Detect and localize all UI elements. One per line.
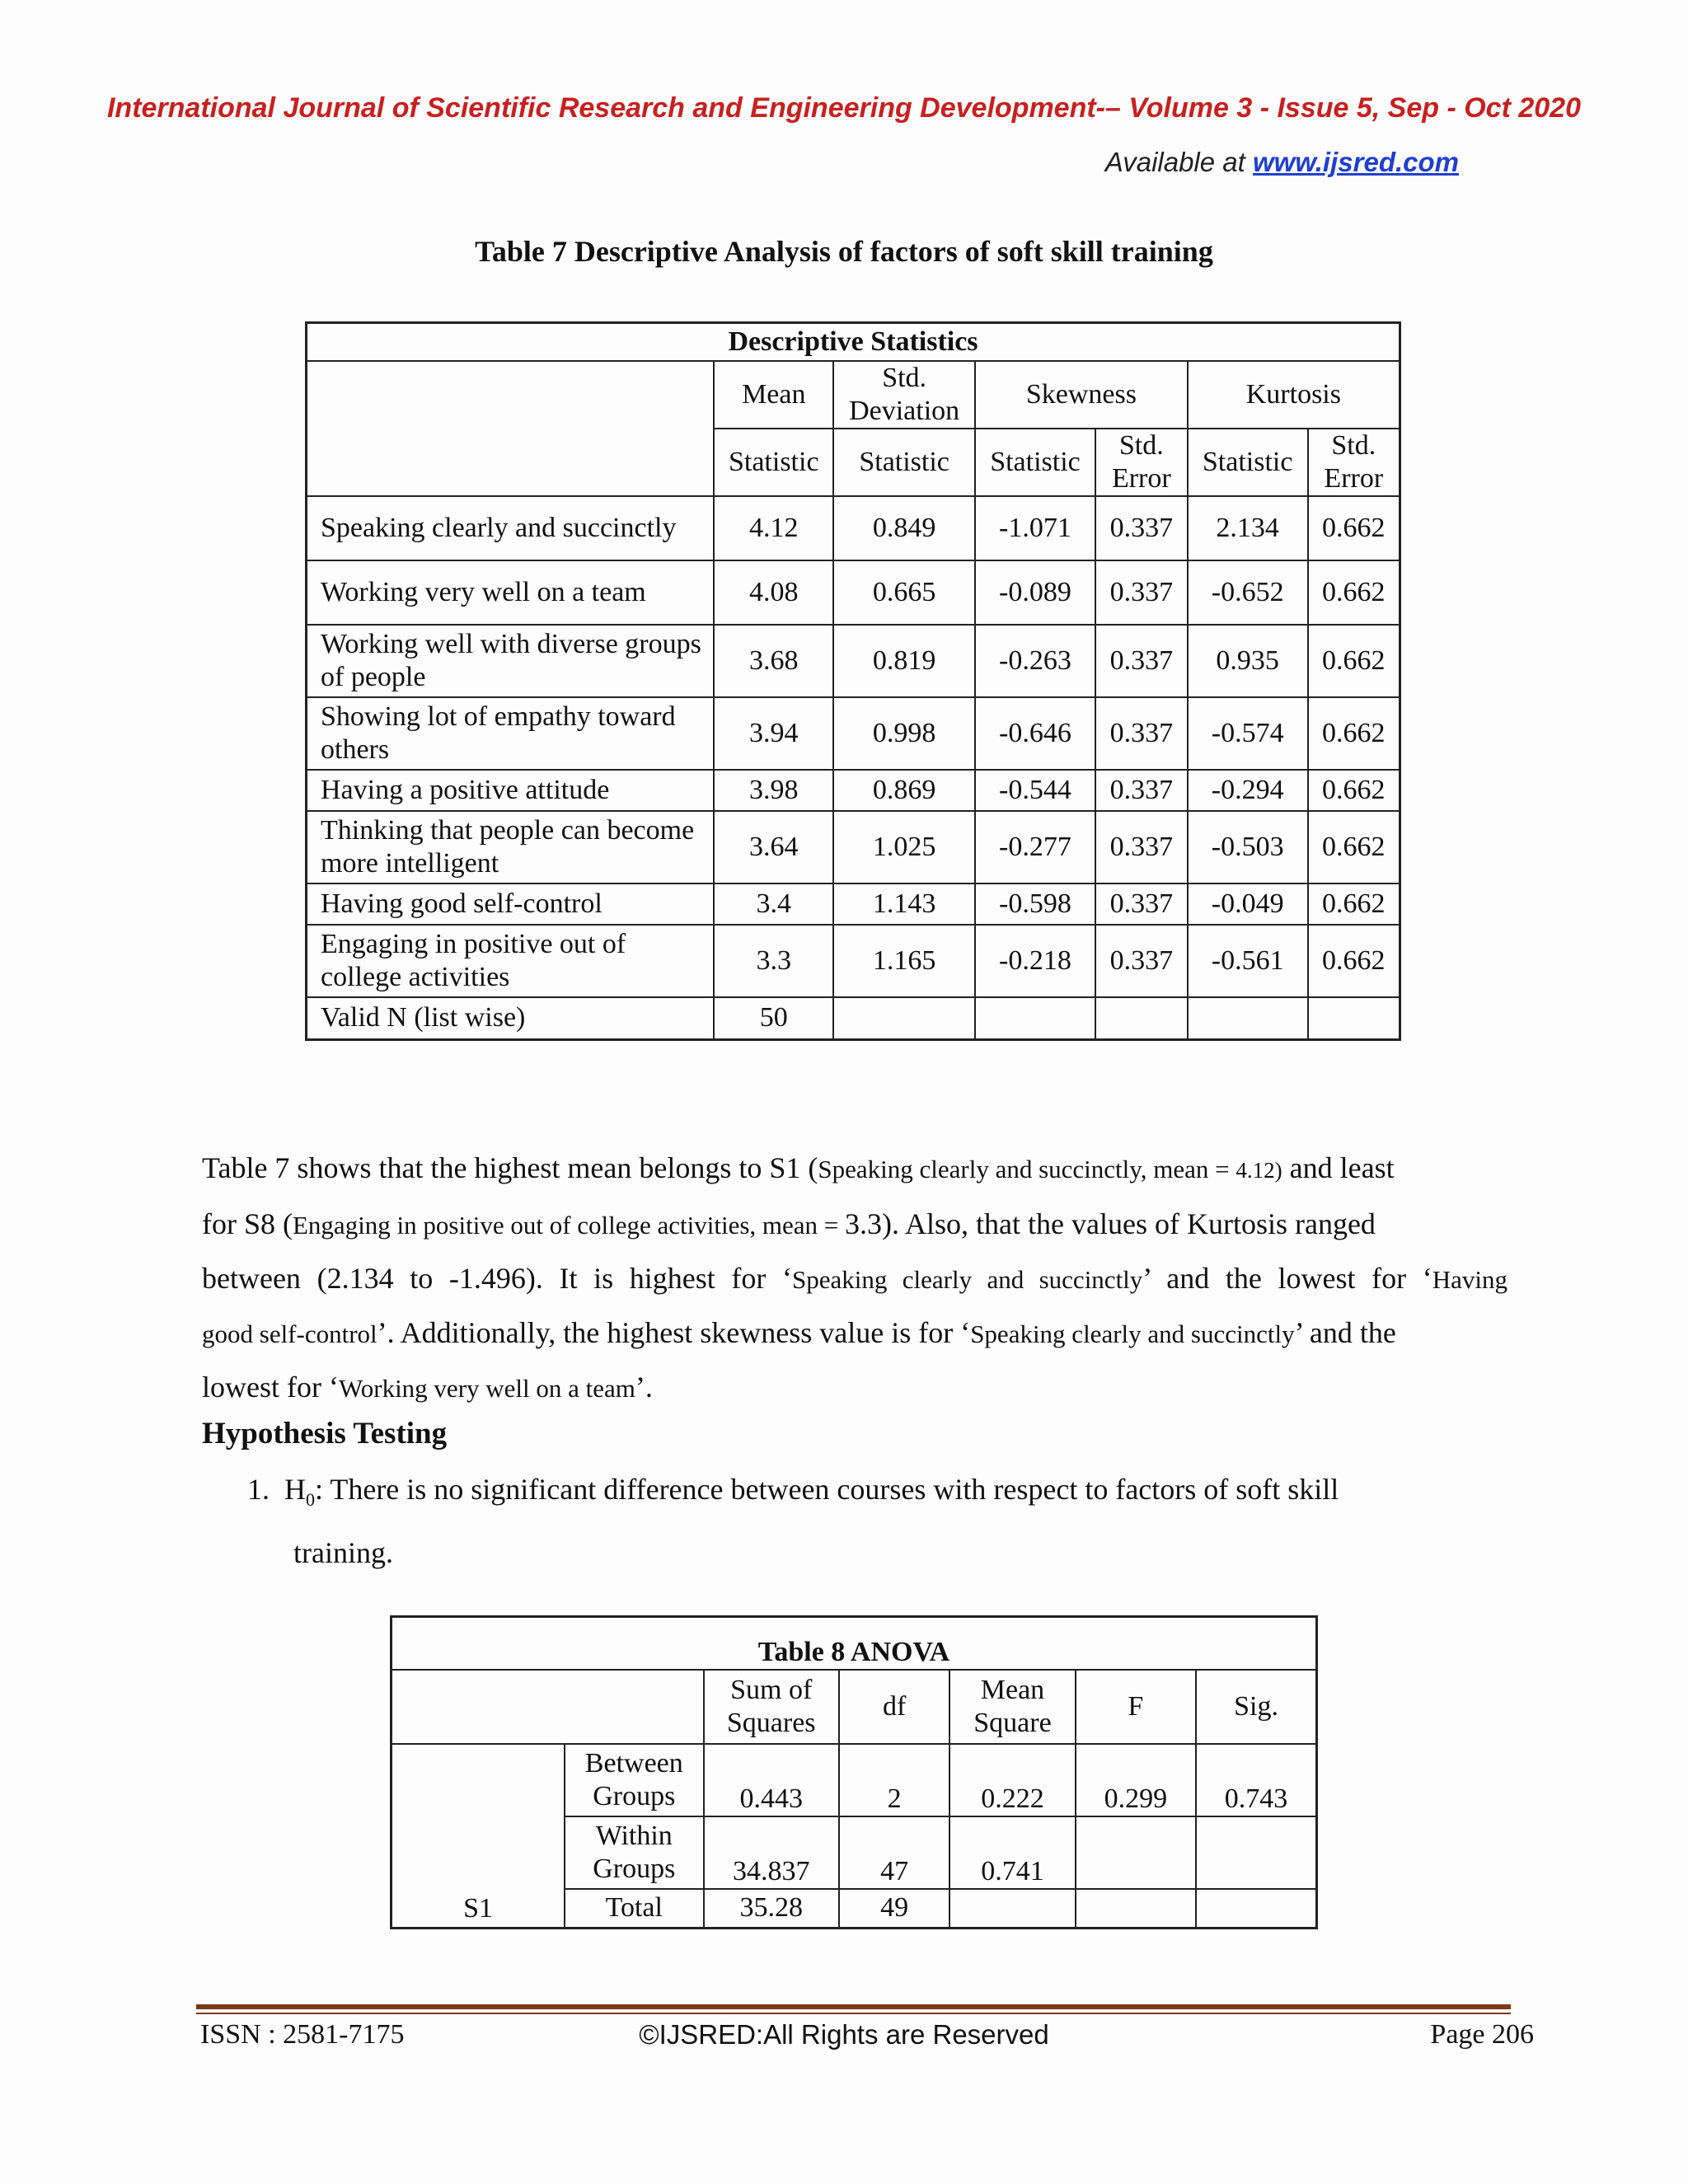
sub-statistic-header: Statistic xyxy=(975,429,1095,496)
table-row xyxy=(307,697,1400,770)
sd-cell: 1.025 xyxy=(833,811,975,883)
sub-statistic-header: Statistic xyxy=(833,429,975,496)
hypothesis-text: : There is no significant difference between courses with respect to factors of soft skill xyxy=(315,1473,1339,1506)
mean-cell: 3.64 xyxy=(714,811,833,883)
kurt-se-cell: 0.662 xyxy=(1308,770,1400,811)
skew-cell: -0.544 xyxy=(975,770,1095,811)
sub-statistic-header: Statistic xyxy=(1188,429,1308,496)
f-cell xyxy=(1076,1889,1196,1929)
mean-cell: 3.4 xyxy=(714,883,833,925)
paragraph-line xyxy=(202,1306,1507,1361)
col-kurtosis-header: Kurtosis xyxy=(1188,361,1400,429)
skew-se-cell: 0.337 xyxy=(1095,560,1188,625)
skew-cell: -0.218 xyxy=(975,925,1095,997)
empty-cell xyxy=(975,997,1095,1040)
sd-cell: 0.849 xyxy=(833,496,975,560)
text-run: good self-control xyxy=(202,1319,377,1348)
row-label: Working very well on a team xyxy=(307,560,715,625)
sd-cell: 1.143 xyxy=(833,883,975,925)
h-subscript: 0 xyxy=(306,1489,315,1511)
text-run: 3.3). Also, that the values of Kurtosis ranged xyxy=(845,1207,1376,1240)
row-label: Total xyxy=(565,1889,703,1929)
text-run: lowest for ‘ xyxy=(202,1371,339,1404)
col-mean-header: Mean xyxy=(714,361,833,429)
kurt-se-cell: 0.662 xyxy=(1308,883,1400,925)
hypothesis-line: training. xyxy=(293,1536,393,1570)
hypothesis-line xyxy=(247,1463,1459,1526)
row-label: Having good self-control xyxy=(307,883,715,925)
skew-cell: -1.071 xyxy=(975,496,1095,560)
empty-cell xyxy=(1188,997,1308,1040)
table-row xyxy=(307,770,1400,811)
table-row xyxy=(307,560,1400,625)
table8-title: Table 8 ANOVA xyxy=(392,1617,1317,1670)
row-label: Showing lot of empathy toward others xyxy=(307,697,715,770)
valid-n-label: Valid N (list wise) xyxy=(307,997,715,1040)
table-row xyxy=(307,883,1400,925)
row-label: Working well with diverse groups of people xyxy=(307,625,715,697)
kurt-se-cell: 0.662 xyxy=(1308,625,1400,697)
df-cell: 47 xyxy=(839,1816,950,1889)
table-row xyxy=(307,496,1400,560)
journal-website-link[interactable]: www.ijsred.com xyxy=(1252,147,1459,177)
table-row xyxy=(307,625,1400,697)
col-df-header: df xyxy=(839,1670,950,1744)
kurt-se-cell: 0.662 xyxy=(1308,697,1400,770)
ss-cell: 35.28 xyxy=(704,1889,839,1929)
sd-cell: 0.819 xyxy=(833,625,975,697)
mean-cell: 3.94 xyxy=(714,697,833,770)
col-mean-square-header: Mean Square xyxy=(950,1670,1075,1744)
sub-std-error-header: Std. Error xyxy=(1095,429,1188,496)
col-std-deviation-header: Std. Deviation xyxy=(833,361,975,429)
hypothesis-item xyxy=(247,1463,1459,1580)
mean-cell: 3.68 xyxy=(714,625,833,697)
group-label: S1 xyxy=(392,1744,565,1929)
sd-cell: 0.665 xyxy=(833,560,975,625)
kurt-cell: -0.652 xyxy=(1188,560,1308,625)
kurt-se-cell: 0.662 xyxy=(1308,925,1400,997)
text-run: for S8 ( xyxy=(202,1207,293,1240)
col-sig-header: Sig. xyxy=(1196,1670,1316,1744)
empty-cell xyxy=(833,997,975,1040)
skew-se-cell: 0.337 xyxy=(1095,811,1188,883)
mean-cell: 4.08 xyxy=(714,560,833,625)
sd-cell: 0.869 xyxy=(833,770,975,811)
kurt-cell: 0.935 xyxy=(1188,625,1308,697)
text-run: ’ and the xyxy=(1294,1316,1396,1349)
text-run: 4.12) xyxy=(1236,1158,1282,1183)
sub-statistic-header: Statistic xyxy=(714,429,833,496)
row-label: Within Groups xyxy=(565,1816,703,1889)
footer-rule-thick xyxy=(196,2004,1511,2009)
f-cell: 0.299 xyxy=(1076,1744,1196,1816)
paragraph-line xyxy=(202,1361,1507,1415)
table-row xyxy=(307,925,1400,997)
anova-header-blank xyxy=(392,1670,704,1744)
text-run: between (2.134 to -1.496). It is highest for ‘ xyxy=(202,1262,792,1295)
empty-cell xyxy=(1095,997,1188,1040)
sig-cell: 0.743 xyxy=(1196,1744,1316,1816)
text-run: Working very well on a team xyxy=(338,1374,635,1403)
text-run: Speaking clearly and succinctly xyxy=(970,1319,1295,1348)
availability-line xyxy=(1105,147,1459,178)
paragraph-line xyxy=(202,1141,1507,1197)
skew-se-cell: 0.337 xyxy=(1095,625,1188,697)
text-run: Having xyxy=(1432,1265,1507,1294)
text-run: Engaging in positive out of college activities, mean = xyxy=(293,1211,846,1240)
ss-cell: 34.837 xyxy=(704,1816,839,1889)
skew-se-cell: 0.337 xyxy=(1095,770,1188,811)
table7-caption: Table 7 Descriptive Analysis of factors of soft skill training xyxy=(475,235,1213,268)
skew-cell: -0.089 xyxy=(975,560,1095,625)
kurt-cell: -0.574 xyxy=(1188,697,1308,770)
text-run: ’ and the lowest for ‘ xyxy=(1142,1262,1432,1295)
mean-cell: 4.12 xyxy=(714,496,833,560)
kurt-cell: -0.561 xyxy=(1188,925,1308,997)
kurt-cell: 2.134 xyxy=(1188,496,1308,560)
skew-se-cell: 0.337 xyxy=(1095,925,1188,997)
mean-cell: 3.98 xyxy=(714,770,833,811)
kurt-cell: -0.503 xyxy=(1188,811,1308,883)
text-run: and least xyxy=(1282,1151,1395,1184)
skew-cell: -0.646 xyxy=(975,697,1095,770)
table-row xyxy=(307,997,1400,1040)
journal-header: International Journal of Scientific Research and Engineering Development-– Volume 3 - Issue 5, Sep - Oct 2020 xyxy=(106,92,1581,124)
skew-se-cell: 0.337 xyxy=(1095,496,1188,560)
skew-se-cell: 0.337 xyxy=(1095,883,1188,925)
available-prefix: Available at xyxy=(1104,147,1253,177)
df-cell: 49 xyxy=(839,1889,950,1929)
kurt-se-cell: 0.662 xyxy=(1308,811,1400,883)
text-run: Speaking clearly and succinctly xyxy=(791,1265,1143,1294)
skew-cell: -0.598 xyxy=(975,883,1095,925)
paragraph-line xyxy=(202,1252,1507,1306)
valid-n-value: 50 xyxy=(714,997,833,1040)
sig-cell xyxy=(1196,1889,1316,1929)
ms-cell xyxy=(950,1889,1075,1929)
empty-cell xyxy=(1308,997,1400,1040)
ms-cell: 0.741 xyxy=(950,1816,1075,1889)
text-run: ’. xyxy=(635,1371,653,1404)
sub-std-error-header: Std. Error xyxy=(1308,429,1400,496)
ss-cell: 0.443 xyxy=(704,1744,839,1816)
col-f-header: F xyxy=(1076,1670,1196,1744)
row-label: Engaging in positive out of college activities xyxy=(307,925,715,997)
col-sum-of-squares-header: Sum of Squares xyxy=(704,1670,839,1744)
row-label: Having a positive attitude xyxy=(307,770,715,811)
kurt-se-cell: 0.662 xyxy=(1308,496,1400,560)
descriptive-statistics-table xyxy=(305,321,1401,1041)
mean-cell: 3.3 xyxy=(714,925,833,997)
table7-title: Descriptive Statistics xyxy=(307,323,1400,361)
footer-page-number: Page 206 xyxy=(1430,2019,1534,2050)
kurt-se-cell: 0.662 xyxy=(1308,560,1400,625)
table-row xyxy=(307,811,1400,883)
skew-se-cell: 0.337 xyxy=(1095,697,1188,770)
skew-cell: -0.277 xyxy=(975,811,1095,883)
footer-issn: ISSN : 2581-7175 xyxy=(200,2019,405,2050)
sig-cell xyxy=(1196,1816,1316,1889)
sd-cell: 0.998 xyxy=(833,697,975,770)
h-symbol: H xyxy=(284,1473,306,1506)
row-label: Between Groups xyxy=(565,1744,703,1816)
ms-cell: 0.222 xyxy=(950,1744,1075,1816)
hypothesis-heading: Hypothesis Testing xyxy=(202,1417,448,1451)
text-run: ’. Additionally, the highest skewness value is for ‘ xyxy=(377,1316,971,1349)
row-label: Speaking clearly and succinctly xyxy=(307,496,715,560)
footer-rule-thin xyxy=(196,2013,1511,2014)
list-number: 1. xyxy=(247,1473,270,1506)
footer-rights: ©IJSRED:All Rights are Reserved xyxy=(639,2019,1049,2050)
table7-header-blank xyxy=(307,361,715,496)
df-cell: 2 xyxy=(839,1744,950,1816)
col-skewness-header: Skewness xyxy=(975,361,1188,429)
table-row xyxy=(392,1744,1317,1816)
f-cell xyxy=(1076,1816,1196,1889)
text-run: Table 7 shows that the highest mean belongs to S1 ( xyxy=(202,1151,818,1184)
results-paragraph xyxy=(202,1141,1507,1415)
row-label: Thinking that people can become more intelligent xyxy=(307,811,715,883)
sd-cell: 1.165 xyxy=(833,925,975,997)
text-run: Speaking clearly and succinctly, mean = xyxy=(818,1155,1236,1183)
skew-cell: -0.263 xyxy=(975,625,1095,697)
anova-table xyxy=(390,1615,1318,1929)
kurt-cell: -0.294 xyxy=(1188,770,1308,811)
paragraph-line xyxy=(202,1197,1507,1252)
kurt-cell: -0.049 xyxy=(1188,883,1308,925)
